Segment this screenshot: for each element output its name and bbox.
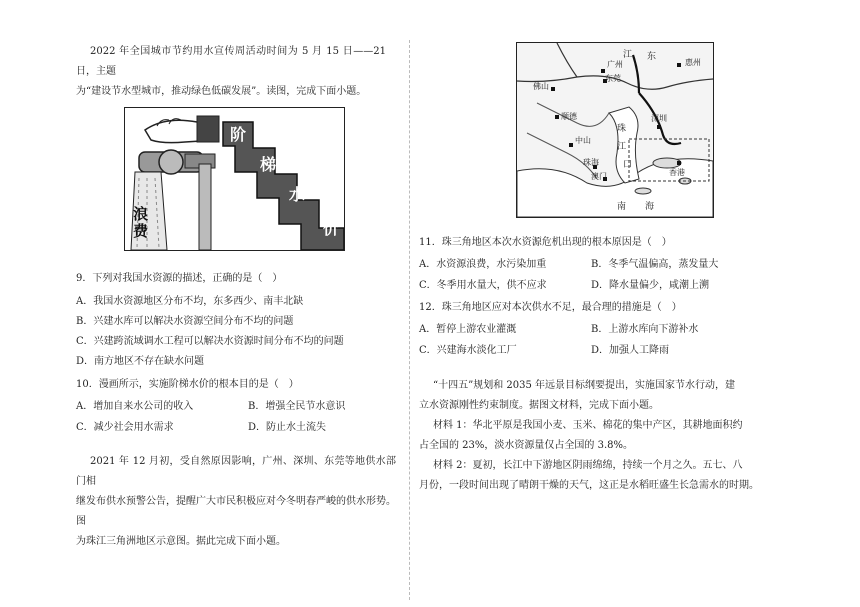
intro1-line1: 2022 年全国城市节约用水宣传周活动时间为 5 月 15 日——21 日，主题 <box>76 46 386 77</box>
map-label-zhongshan: 中山 <box>575 136 591 145</box>
q10-option-c: C．减少社会用水需求 <box>76 422 174 433</box>
material1-line1: 材料 1：华北平原是我国小麦、玉米、棉花的集中产区，其耕地面积约 <box>433 420 743 431</box>
pipe-shape <box>199 164 211 250</box>
map-label-shenzhen: 深圳 <box>651 114 667 123</box>
label-jie: 阶 <box>230 125 247 144</box>
q9-option-b: B．兴建水库可以解决水资源空间分布不均的问题 <box>76 316 294 327</box>
q12-option-c: C．兴建海水淡化工厂 <box>419 345 517 356</box>
q11-option-c: C．冬季用水量大，供不应求 <box>419 280 547 291</box>
map-label-dong: 东 <box>647 52 657 62</box>
label-jia: 价 <box>323 219 340 238</box>
intro2-line2: 继发布供水预警公告，提醒广大市民积极应对今冬明春严峻的供水形势。图 <box>76 496 396 527</box>
material1-line2: 占全国的 23%，淡水资源量仅占全国的 3.8%。 <box>419 440 633 451</box>
q11-option-d: D．降水量偏少，咸潮上溯 <box>591 280 710 291</box>
sleeve-shape <box>197 116 219 142</box>
q10-option-d: D．防止水土流失 <box>248 422 327 433</box>
intro-passage-3 <box>419 376 791 496</box>
intro1-line2: 为“建设节水型城市，推动绿色低碳发展”。读图，完成下面小题。 <box>76 86 367 97</box>
label-ti: 梯 <box>260 155 277 174</box>
map-label-hongkong: 香港 <box>669 168 685 177</box>
intro2-line3: 为珠江三角洲地区示意图。据此完成下面小题。 <box>76 536 286 547</box>
map-label-guangzhou: 广州 <box>607 60 623 69</box>
material2-line2: 月份，一段时间出现了晴朗干燥的天气，这正是水稻旺盛生长急需水的时期。 <box>419 480 759 491</box>
pearl-river-delta-map <box>516 42 714 218</box>
ladder-price-cartoon <box>124 107 345 251</box>
label-waste: 浪费 <box>133 205 149 240</box>
intro3-line1: “十四五”规划和 2035 年远景目标纲要提出，实施国家节水行动，建 <box>433 380 736 391</box>
q9-stem: 9．下列对我国水资源的描述，正确的是（ ） <box>76 273 283 284</box>
q9-option-d: D．南方地区不存在缺水问题 <box>76 356 205 367</box>
material2-line1: 材料 2：夏初，长江中下游地区阴雨绵绵，持续一个月之久。五七、八 <box>433 460 743 471</box>
q11-stem: 11．珠三角地区本次水资源危机出现的根本原因是（ ） <box>419 237 672 248</box>
intro-passage-1 <box>76 42 386 102</box>
intro3-line2: 立水资源刚性约束制度。据图文材料，完成下面小题。 <box>419 400 659 411</box>
q12-stem: 12．珠三角地区应对本次供水不足，最合理的措施是（ ） <box>419 302 682 313</box>
map-label-shunde: 顺德 <box>561 112 577 121</box>
q9-option-a: A．我国水资源地区分布不均，东多西少、南丰北缺 <box>76 296 304 307</box>
map-label-huizhou: 惠州 <box>685 58 701 67</box>
q12-option-a: A．暂停上游农业灌溉 <box>419 324 517 335</box>
map-label-zhuhai: 珠海 <box>583 158 599 167</box>
map-label-nan: 南 <box>617 202 627 212</box>
intro2-line1: 2021 年 12 月初，受自然原因影响，广州、深圳、东莞等地供水部门相 <box>76 456 396 487</box>
q11-option-b: B．冬季气温偏高，蒸发量大 <box>591 259 719 270</box>
map-label-jiang1: 江 <box>623 50 633 60</box>
intro-passage-2 <box>76 452 396 552</box>
map-label-dongguan: 东莞 <box>605 74 621 83</box>
q12-option-d: D．加强人工降雨 <box>591 345 670 356</box>
q10-option-b: B．增强全民节水意识 <box>248 401 346 412</box>
map-label-foshan: 佛山 <box>533 82 549 91</box>
label-shui: 水 <box>289 185 306 204</box>
q10-option-a: A．增加自来水公司的收入 <box>76 401 194 412</box>
q11-option-a: A．水资源浪费，水污染加重 <box>419 259 547 270</box>
map-label-hai: 海 <box>645 202 655 212</box>
q9-option-c: C．兴建跨流域调水工程可以解决水资源时间分布不均的问题 <box>76 336 344 347</box>
map-label-macau: 澳门 <box>591 172 607 181</box>
map-label-zhu: 珠 <box>617 124 627 134</box>
q12-option-b: B．上游水库向下游补水 <box>591 324 699 335</box>
map-label-kou: 口 <box>623 160 633 170</box>
map-label-jiang2: 江 <box>617 142 627 152</box>
column-divider <box>409 40 410 600</box>
q10-stem: 10．漫画所示，实施阶梯水价的根本目的是（ ） <box>76 379 299 390</box>
